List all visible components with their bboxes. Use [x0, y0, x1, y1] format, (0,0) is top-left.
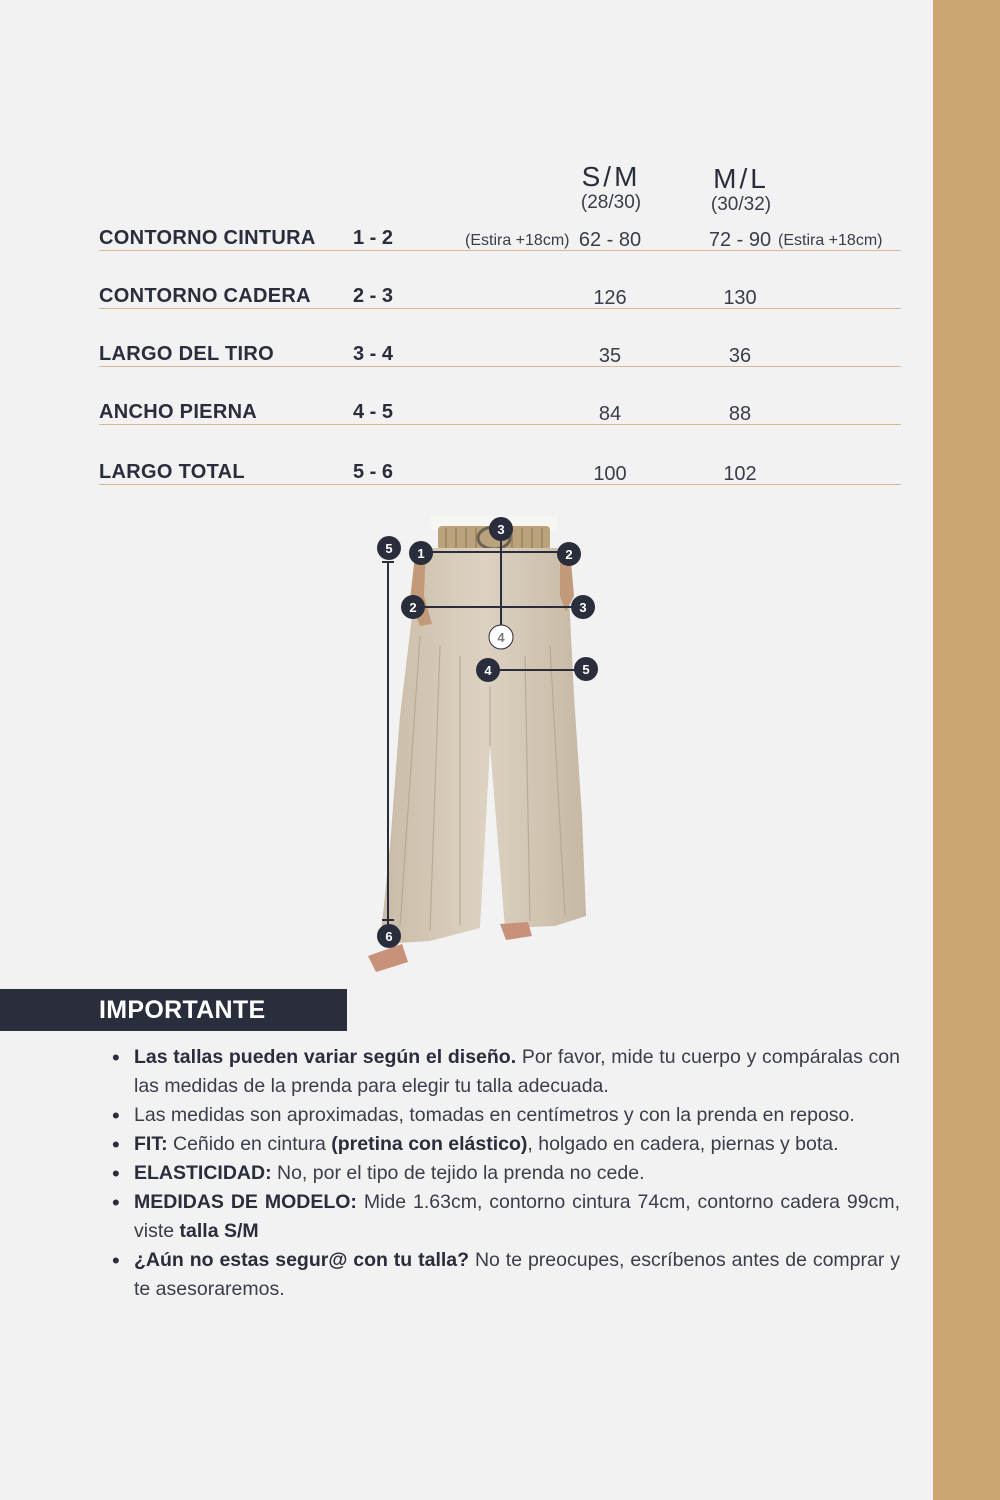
svg-text:5: 5 — [385, 541, 393, 556]
measure-label: LARGO TOTAL — [99, 461, 245, 483]
measure-points: 5 - 6 — [353, 461, 394, 483]
item-text: No, por el tipo de tejido la prenda no cede. — [271, 1162, 645, 1184]
item-text: , holgado en cadera, piernas y bota. — [527, 1133, 839, 1155]
measure-label: LARGO DEL TIRO — [99, 343, 274, 365]
value-ml: 102 — [723, 463, 757, 485]
value-sm: 100 — [593, 463, 627, 485]
marker-3-top — [489, 517, 513, 541]
size-header-sm — [551, 162, 671, 214]
item-text: Las medidas son aproximadas, tomadas en centímetros y con la prenda en reposo. — [134, 1104, 855, 1126]
list-item — [134, 1043, 900, 1101]
important-header-bar — [0, 989, 347, 1031]
measure-points: 4 - 5 — [353, 401, 394, 423]
list-item — [134, 1130, 900, 1159]
svg-text:2: 2 — [565, 547, 573, 562]
table-row — [99, 444, 901, 485]
svg-text:5: 5 — [582, 662, 590, 677]
size-name: S/M — [581, 161, 641, 192]
value-sm: 62 - 80 — [578, 229, 642, 251]
item-bold: ELASTICIDAD: — [134, 1162, 272, 1184]
table-row — [99, 384, 901, 425]
size-name: M/L — [713, 163, 769, 194]
measure-points: 3 - 4 — [353, 343, 394, 365]
marker-1 — [409, 541, 433, 565]
marker-4-left — [476, 658, 500, 682]
svg-text:4: 4 — [484, 663, 492, 678]
marker-5-top — [377, 536, 401, 560]
marker-6 — [377, 924, 401, 948]
value-ml: 88 — [728, 403, 752, 425]
stretch-note: (Estira +18cm) — [465, 232, 570, 249]
value-ml: 36 — [728, 345, 752, 367]
item-bold: (pretina con elástico) — [331, 1133, 528, 1155]
measure-points: 1 - 2 — [353, 227, 394, 249]
item-text: Por favor, mide tu cuerpo y compáralas con las medidas de la prenda para elegir tu talla adecuada. — [134, 1046, 900, 1097]
svg-text:3: 3 — [579, 600, 587, 615]
item-bold: ¿Aún no estas segur@ con tu talla? — [134, 1249, 470, 1271]
value-ml: 72 - 90 — [708, 229, 772, 251]
important-title: IMPORTANTE — [99, 996, 266, 1024]
stretch-note: (Estira +18cm) — [778, 232, 883, 249]
svg-text:2: 2 — [409, 600, 417, 615]
item-bold: Las tallas pueden variar según el diseño. — [134, 1046, 517, 1068]
measure-label: ANCHO PIERNA — [99, 401, 258, 423]
important-list — [134, 1043, 900, 1304]
value-sm: 84 — [598, 403, 622, 425]
marker-2-right — [557, 542, 581, 566]
table-row — [99, 210, 901, 251]
value-sm: 126 — [593, 287, 627, 309]
list-item — [134, 1101, 900, 1130]
marker-2-left — [401, 595, 425, 619]
measure-label: CONTORNO CADERA — [99, 285, 311, 307]
svg-text:1: 1 — [417, 546, 425, 561]
list-item — [134, 1246, 900, 1304]
marker-5-right — [574, 657, 598, 681]
marker-4-center — [489, 625, 513, 649]
value-ml: 130 — [723, 287, 757, 309]
size-header-ml — [681, 164, 801, 216]
item-text: No te preocupes, escríbenos antes de comprar y te asesoraremos. — [134, 1249, 901, 1300]
marker-3-right — [571, 595, 595, 619]
item-bold: talla S/M — [179, 1220, 259, 1242]
table-row — [99, 326, 901, 367]
svg-text:3: 3 — [497, 522, 505, 537]
item-text: Ceñido en cintura — [167, 1133, 332, 1155]
size-range: (28/30) — [580, 192, 642, 213]
pants-measurement-figure — [360, 516, 610, 976]
item-bold: FIT: — [134, 1133, 168, 1155]
value-sm: 35 — [598, 345, 622, 367]
table-row — [99, 268, 901, 309]
list-item — [134, 1159, 900, 1188]
item-text: Mide 1.63cm, contorno cintura 74cm, contorno cadera 99cm, viste — [134, 1191, 900, 1242]
svg-text:4: 4 — [497, 630, 505, 645]
measure-points: 2 - 3 — [353, 285, 394, 307]
measure-label: CONTORNO CINTURA — [99, 227, 316, 249]
side-accent-band — [933, 0, 1000, 1500]
size-range: (30/32) — [710, 194, 772, 215]
pants-illustration — [360, 516, 610, 976]
svg-text:6: 6 — [385, 929, 393, 944]
item-bold: MEDIDAS DE MODELO: — [134, 1191, 357, 1213]
list-item — [134, 1188, 900, 1246]
